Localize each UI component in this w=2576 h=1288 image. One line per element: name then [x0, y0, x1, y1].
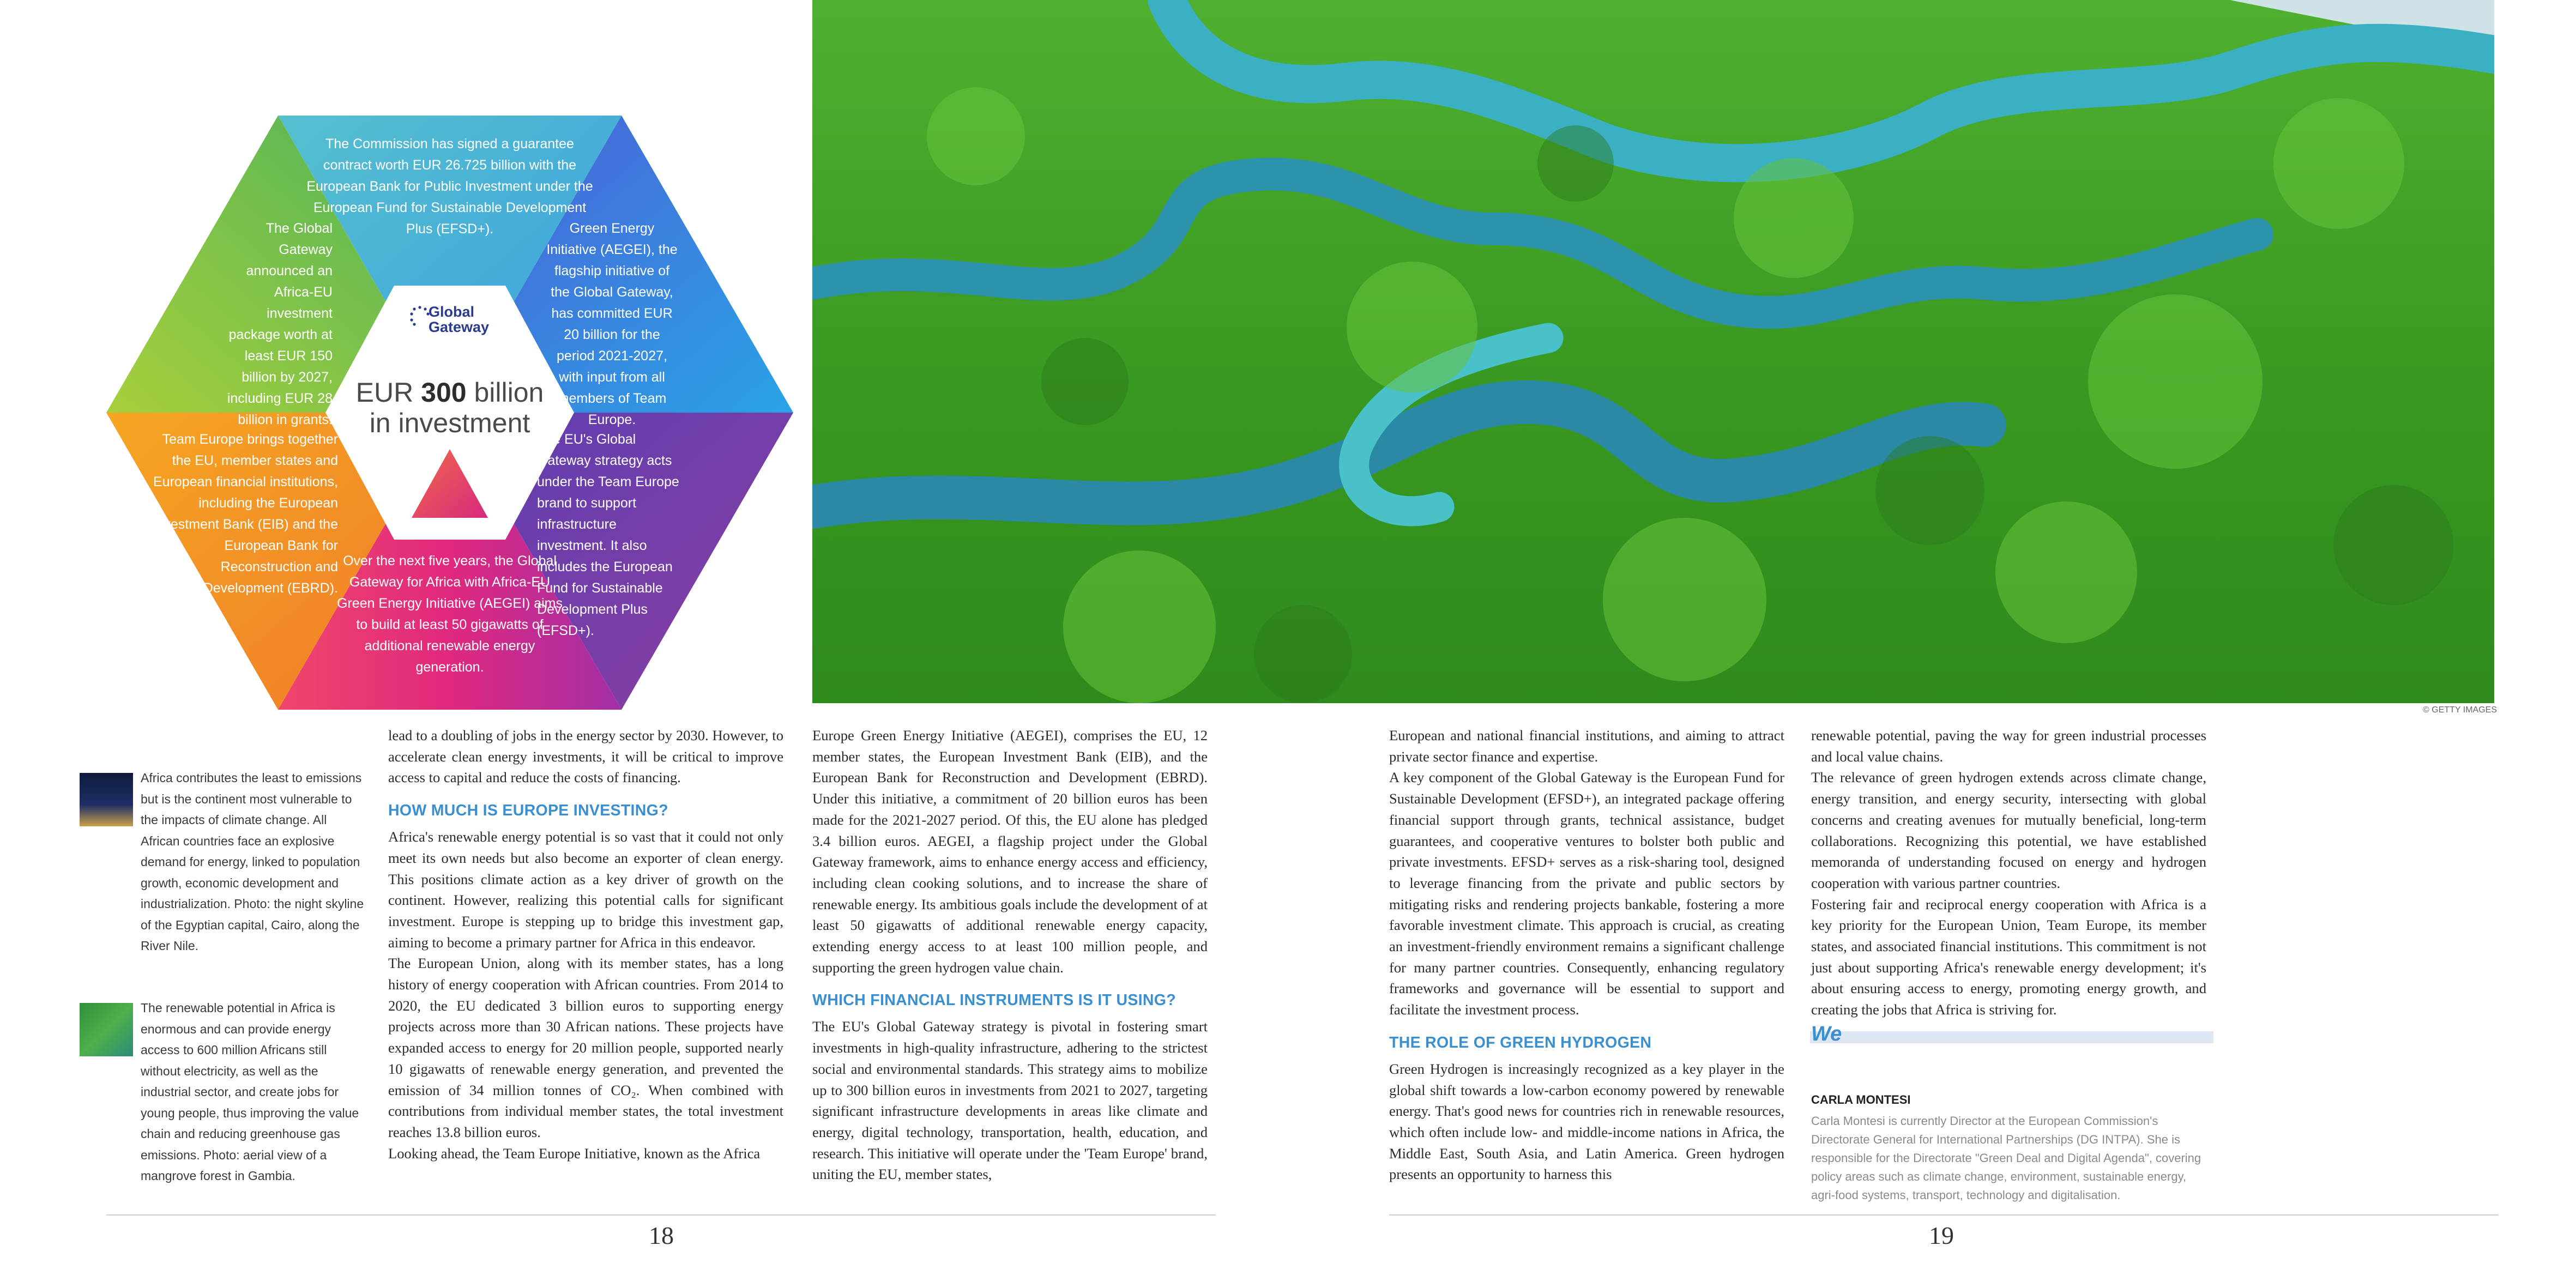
paragraph: Europe Green Energy Initiative (AEGEI), comprises the EU, 12 member states, the European Investment Bank (EIB), and the European Bank for Reconstruction and Development (EBRD). Under this initiative, a commitment of 20 billion euros has been made for the 2021-2027 period. Of this, the EU alone has pledged 3.4 billion euros. AEGEI, a flagship project under the Global Gateway framework, aims to enhance energy access and efficiency, including clean cooking solutions, and to increase the share of renewable energy. Its ambitious goals include the development of at least 50 gigawatts of additional renewable energy capacity, extending energy access to at least 100 million people, and supporting the green hydrogen value chain. — [812, 727, 1208, 976]
article-column-1 — [388, 725, 783, 1164]
footer-rule-left — [106, 1214, 1216, 1216]
photo-credit: © GETTY IMAGES — [2423, 705, 2497, 715]
paragraph: The relevance of green hydrogen extends across climate change, energy transition, and energy security, intersecting with global concerns and creating avenues for mutually beneficial, long-term collaborations. Recognizing this potential, we have established memoranda of understanding focused on energy and hydrogen cooperation with various partner countries. — [1811, 769, 2206, 891]
caption-cairo: Africa contributes the least to emissions but is the continent most vulnerable to the impacts of climate change. All African countries face an explosive demand for energy, linked to population growth, economic development and industrialization. Photo: the night skyline of the Egyptian capital, Cairo, along the River Nile. — [141, 771, 364, 953]
article-column-3 — [1389, 725, 1784, 1185]
page-number-left: 18 — [649, 1222, 674, 1249]
infographic-hexagon — [106, 116, 793, 710]
paragraph: Africa's renewable energy potential is so vast that it could not only meet its own needs but also become an exporter of clean energy. This positions climate action as a key driver of growth on the continent. However, realizing this potential calls for significant investment. Europe is stepping up to bridge this investment gap, aiming to become a primary partner for Africa in this endeavor. — [388, 829, 783, 951]
paragraph: A key component of the Global Gateway is the European Fund for Sustainable Development (EFSD+), an integrated package offering financial support through grants, technical assistance, budget guarantees, and cooperative ventures to bolster both public and private investments. EFSD+ serves as a risk-sharing tool, designed to leverage financing from the private and public sectors by mitigating risks and rendering projects bankable, fostering a more favorable investment climate. This approach is crucial, as creating an investment-friendly environment remains a significant challenge for many partner countries. Consequently, enhancing regulatory frameworks and governance will be essential to support and facilitate the investment process. — [1389, 769, 1784, 1018]
footer-rule-right — [1389, 1214, 2499, 1216]
page-number-right: 19 — [1929, 1222, 1954, 1249]
mangrove-aerial-photo — [812, 0, 2494, 703]
mangrove-illustration — [812, 0, 2494, 703]
paragraph: The EU's Global Gateway strategy is pivotal in fostering smart investments in high-quality infrastructure, adhering to the strictest social and environmental standards. This strategy aims to mobilize up to 300 billion euros in investments from 2021 to 2027, targeting significant infrastructure developments in areas like climate and energy, digital technology, transportation, health, education, and research. This initiative will operate under the 'Team Europe' brand, uniting the EU, member states, — [812, 1018, 1208, 1183]
segment-bottom-right-text: The EU's Global Gateway strategy acts under the Team Europe brand to support infrastructure investment. It also includes the European Fund for Sustainable Development Plus (EFSD+). — [537, 432, 679, 638]
article-column-4 — [1811, 725, 2206, 1020]
heading-financial-instruments: WHICH FINANCIAL INSTRUMENTS IS IT USING? — [812, 991, 1176, 1009]
title-prefix: EUR — [355, 377, 421, 408]
segment-bottom-left-text: Team Europe brings together the EU, member states and European financial institutions, including the European Investment Bank (EIB) and the European Bank for Reconstruction and Development (EBRD). — [152, 432, 338, 596]
paragraph: renewable potential, paving the way for green industrial processes and local value chains. — [1811, 727, 2206, 765]
paragraph: Green Hydrogen is increasingly recognized as a key player in the global shift towards a low-carbon economy powered by renewable energy. That's good news for countries rich in renewable resources, which often include low- and middle-income nations in Africa, the Middle East, South Asia, and Latin America. Green hydrogen presents an opportunity to harness this — [1389, 1060, 1784, 1183]
signoff-bar — [1810, 1031, 2213, 1043]
signoff-logo: We — [1811, 1023, 1842, 1045]
paragraph: lead to a doubling of jobs in the energy sector by 2030. However, to accelerate clean energy investments, it will be critical to improve access to capital and reduce the costs of financing. — [388, 727, 783, 786]
title-line-2: in investment — [369, 408, 530, 438]
segment-bottom-text: Over the next five years, the Global Gateway for Africa with Africa-EU Green Energy Initiative (AEGEI) aims to build at least 50 gigawatts of additional renewable energy generation. — [336, 553, 563, 675]
logo-line-2: Gateway — [429, 319, 490, 335]
caption-thumbnail-cairo — [80, 773, 133, 826]
heading-green-hydrogen: THE ROLE OF GREEN HYDROGEN — [1389, 1033, 1652, 1051]
paragraph: Fostering fair and reciprocal energy cooperation with Africa is a key priority for the European Union, Team Europe, its member states, and associated financial institutions. This commitment is not just about supporting Africa's renewable energy development; it's about ensuring access to energy, promoting energy growth, and creating the jobs that Africa is striving for. — [1811, 896, 2206, 1018]
segment-top-right-text: Green Energy Initiative (AEGEI), the flagship initiative of the Global Gateway, has committed EUR 20 billion for the period 2021-2027, with input from all members of Team Europe. — [546, 221, 678, 427]
segment-top-left-text: The Global Gateway announced an Africa-EU investment package worth at least EUR 150 billion by 2027, including EUR 28 billion in grants. — [227, 221, 333, 427]
article-column-2 — [812, 725, 1208, 1185]
paragraph: The European Union, along with its member states, has a long history of energy cooperation with African countries. From 2014 to 2020, the EU dedicated 3 billion euros to supporting energy projects across more than 30 African nations. These projects have expanded access to energy for 20 million people, supported nearly 10 gigawatts of renewable energy generation, and prevented the emission of 34 million tonnes of CO₂. When combined with contributions from individual member states, the total investment reaches 13.8 billion euros. — [388, 955, 783, 1140]
paragraph: Looking ahead, the Team Europe Initiative, known as the Africa — [388, 1145, 761, 1162]
global-gateway-logo — [409, 301, 496, 344]
caption-mangrove: The renewable potential in Africa is enormous and can provide energy access to 600 million Africans still without electricity, as well as the industrial sector, and create jobs for young people, thus improving the value chain and reducing greenhouse gas emissions. Photo: aerial view of a mangrove forest in Gambia. — [141, 1001, 359, 1183]
caption-thumbnail-mangrove — [80, 1003, 133, 1056]
heading-europe-investing: HOW MUCH IS EUROPE INVESTING? — [388, 802, 668, 820]
title-suffix: billion — [466, 377, 544, 408]
logo-line-1: Global — [429, 304, 475, 320]
paragraph: European and national financial institutions, and aiming to attract private sector finance and expertise. — [1389, 727, 1784, 765]
segment-top-text: The Commission has signed a guarantee contract worth EUR 26.725 billion with the European Bank for Public Investment under the European Fund for Sustainable Development Plus (EFSD+). — [306, 136, 593, 237]
author-bio: Carla Montesi is currently Director at the European Commission's Directorate General for International Partnerships (DG INTPA). She is responsible for the Directorate "Green Deal and Digital Agenda", covering policy areas such as climate change, environment, sustainable energy, agri-food systems, transport, technology and digitalisation. — [1811, 1114, 2201, 1202]
title-number: 300 — [421, 377, 467, 408]
stars-icon — [409, 305, 431, 327]
author-name: CARLA MONTESI — [1811, 1093, 1911, 1106]
